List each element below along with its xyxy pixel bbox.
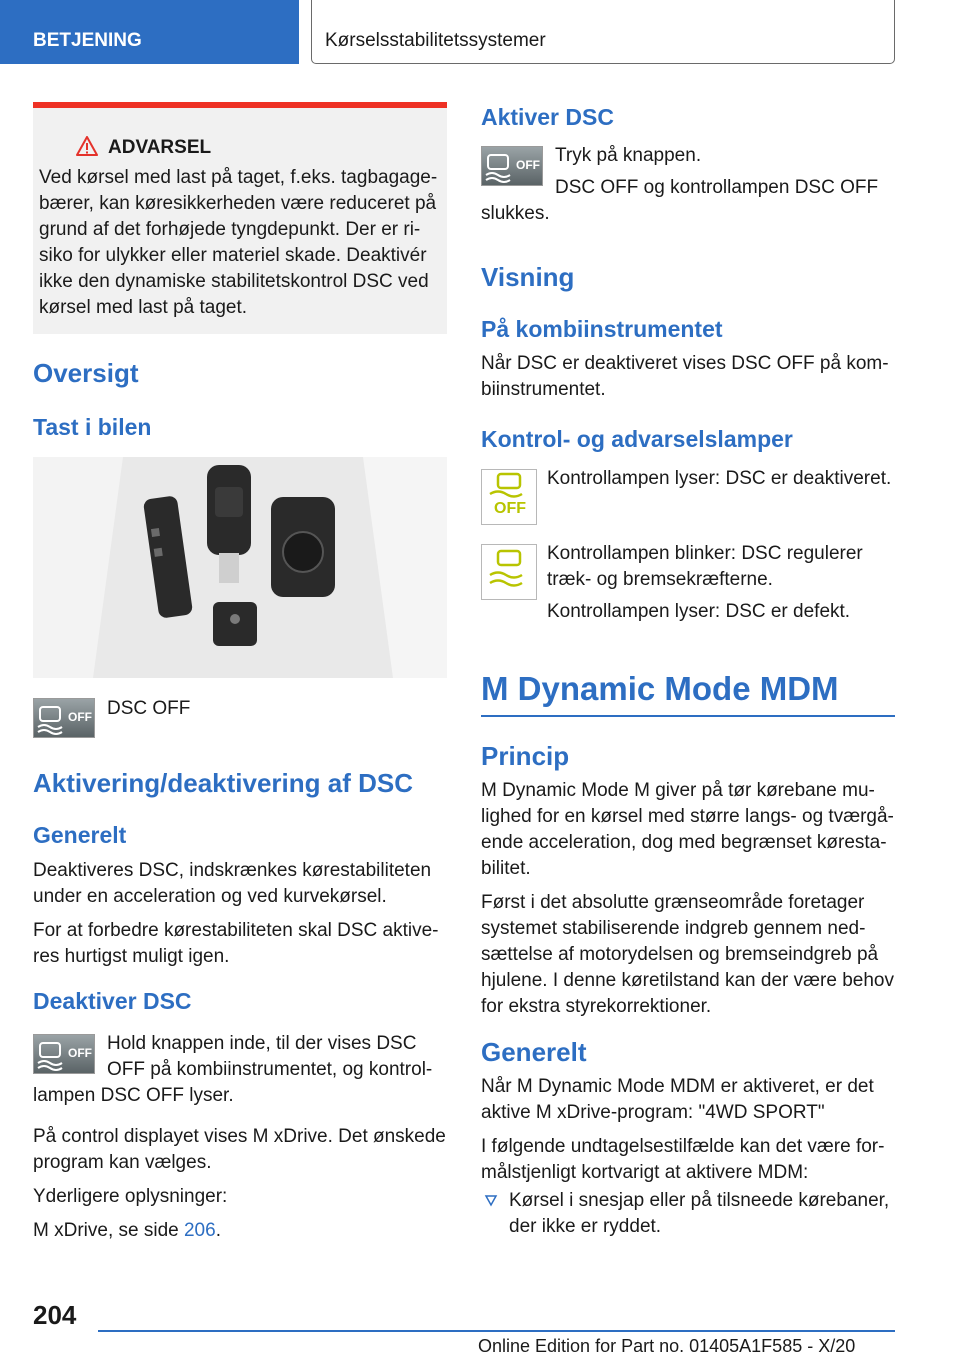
lamp-1-text: Kontrollampen lyser: DSC er deaktiveret.	[547, 468, 892, 489]
paragraph-line: ende acceleration, dog med begrænset køresta-	[481, 832, 887, 853]
dsc-off-icon-text: OFF	[516, 158, 540, 172]
xref-suffix: .	[215, 1220, 221, 1241]
header-title: Kørselsstabilitetssystemer	[325, 30, 546, 51]
heading-oversigt: Oversigt	[33, 358, 139, 388]
warning-line: grund af det forhøjede tyngdepunkt. Der er ri-	[39, 219, 421, 240]
lamp-2-line: Kontrollampen blinker: DSC regulerer	[547, 543, 863, 564]
heading-paa-kombi: På kombiinstrumentet	[481, 316, 723, 342]
heading-visning: Visning	[481, 262, 575, 292]
paragraph-line: M Dynamic Mode M giver på tør kørebane mu-	[481, 780, 875, 801]
header-section-label: BETJENING	[33, 30, 142, 51]
paragraph-line: under en acceleration og ved kurvekørsel.	[33, 886, 387, 907]
dsc-off-button-icon	[481, 146, 543, 186]
heading-mdm: M Dynamic Mode MDM	[481, 670, 839, 707]
page-206-link[interactable]: 206	[183, 1220, 216, 1241]
heading-generelt-right: Generelt	[481, 1037, 587, 1067]
paragraph-line: slukkes.	[481, 203, 550, 224]
warning-box	[33, 102, 447, 334]
footer-edition: Online Edition for Part no. 01405A1F585 - X/20	[478, 1336, 856, 1356]
dsc-off-icon-text: OFF	[68, 710, 92, 724]
paragraph-line: Tryk på knappen.	[555, 145, 702, 166]
paragraph-line: Når M Dynamic Mode MDM er aktiveret, er det	[481, 1076, 874, 1097]
paragraph-line: lighed for en kørsel med større langs- og tværgå-	[481, 806, 894, 827]
paragraph-line: På control displayet vises M xDrive. Det ønskede	[33, 1126, 446, 1147]
warning-line: Ved kørsel med last på taget, f.eks. tagbagage-	[39, 167, 438, 188]
paragraph-line: Først i det absolutte grænseområde foretager	[481, 892, 865, 913]
footer-divider	[98, 1330, 895, 1332]
header-title-box	[311, 0, 895, 64]
dsc-lamp-icon	[481, 544, 537, 600]
paragraph-line: Hold knappen inde, til der vises DSC	[107, 1033, 417, 1054]
paragraph-line: Deaktiveres DSC, indskrænkes kørestabiliteten	[33, 860, 432, 881]
paragraph-line: bilitet.	[481, 858, 531, 879]
warning-line: ikke den dynamiske stabilitetskontrol DSC ved	[39, 271, 429, 292]
warning-line: siko for ulykker eller materiel skade. Deaktivér	[39, 245, 427, 266]
paragraph-line: målstjenligt kortvarigt at aktivere MDM:	[481, 1162, 809, 1183]
bullet-triangle-icon	[484, 1194, 498, 1208]
lamp-2-line: træk- og bremsekræfterne.	[547, 569, 773, 590]
paragraph-line: For at forbedre kørestabiliteten skal DSC aktive-	[33, 920, 439, 941]
heading-aktivering: Aktivering/deaktivering af DSC	[33, 768, 413, 798]
center-console-illustration	[33, 457, 447, 678]
paragraph-line: aktive M xDrive-program: "4WD SPORT"	[481, 1102, 825, 1123]
paragraph-line: lampen DSC OFF lyser.	[33, 1085, 234, 1106]
car-skid-yellow-icon	[482, 545, 536, 599]
paragraph-line: systemet stabiliserende indgreb gennem ned-	[481, 918, 866, 939]
heading-princip: Princip	[481, 741, 570, 771]
heading-underline	[481, 715, 895, 717]
warning-triangle-icon	[76, 136, 98, 156]
xref-prefix: M xDrive, se side	[33, 1220, 184, 1241]
paragraph-line: for ekstra styrekorrektioner.	[481, 996, 712, 1017]
dsc-off-button-icon	[33, 698, 95, 738]
heading-deaktiver-dsc: Deaktiver DSC	[33, 988, 192, 1014]
paragraph-line: sættelse af motorydelsen og bremseindgreb på	[481, 944, 879, 965]
dsc-off-lamp-icon	[481, 469, 537, 525]
paragraph-line: DSC OFF og kontrollampen DSC OFF	[555, 177, 879, 198]
warning-title: ADVARSEL	[108, 137, 212, 158]
warning-line: kørsel med last på taget.	[39, 297, 248, 318]
paragraph-line: OFF på kombiinstrumentet, og kontrol-	[107, 1059, 433, 1080]
paragraph-line: I følgende undtagelsestilfælde kan det være for-	[481, 1136, 885, 1157]
bullet-line: Kørsel i snesjap eller på tilsneede kørebaner,	[509, 1190, 890, 1211]
console-photo	[33, 457, 447, 678]
heading-kontrol-lamper: Kontrol- og advarselslamper	[481, 426, 793, 452]
paragraph-line: program kan vælges.	[33, 1152, 212, 1173]
lamp-2b-text: Kontrollampen lyser: DSC er defekt.	[547, 601, 851, 622]
heading-aktiver-dsc: Aktiver DSC	[481, 104, 614, 130]
lamp-off-text: OFF	[494, 500, 526, 517]
heading-tast-i-bilen: Tast i bilen	[33, 414, 152, 440]
dsc-off-icon-text: OFF	[68, 1046, 92, 1060]
xref-line	[33, 1218, 447, 1244]
paragraph-line: hjulene. I denne køretilstand kan der være behov	[481, 970, 894, 991]
page-number: 204	[33, 1300, 77, 1330]
dsc-off-label: DSC OFF	[107, 698, 191, 719]
paragraph-line: res hurtigst muligt igen.	[33, 946, 230, 967]
paragraph-line: Når DSC er deaktiveret vises DSC OFF på kom-	[481, 353, 889, 374]
header-section	[0, 0, 299, 64]
bullet-line: der ikke er ryddet.	[509, 1216, 662, 1237]
warning-line: bærer, kan køresikkerheden være reduceret på	[39, 193, 437, 214]
dsc-off-button-icon	[33, 1034, 95, 1074]
paragraph-line: Yderligere oplysninger:	[33, 1186, 228, 1207]
paragraph-line: biinstrumentet.	[481, 379, 606, 400]
heading-generelt-left: Generelt	[33, 822, 127, 848]
